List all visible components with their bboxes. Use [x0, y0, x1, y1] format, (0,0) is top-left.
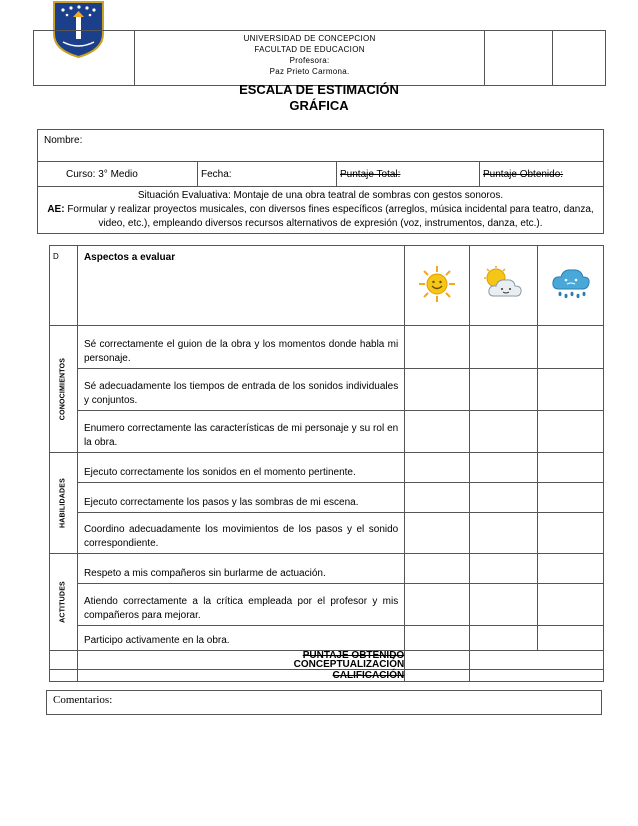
aspect-row: Atiendo correctamente a la crítica empleada por el profesor y mis compañeros para mejorar. — [77, 584, 404, 626]
aspect-row: Ejecuto correctamente los sonidos en el momento pertinente. — [77, 453, 404, 483]
partly-cloudy-icon — [482, 266, 526, 302]
teacher-name: Paz Prieto Carmona. — [269, 67, 350, 76]
faculty-name: FACULTAD DE EDUCACION — [254, 45, 365, 54]
situation-cell — [38, 187, 604, 234]
date-field[interactable]: Fecha: — [198, 162, 337, 187]
university-name: UNIVERSIDAD DE CONCEPCION — [243, 34, 376, 43]
group-label-knowledge: CONOCIMIENTOS — [50, 326, 78, 453]
score-cell[interactable] — [470, 326, 538, 369]
course-field: Curso: 3° Medio — [38, 162, 198, 187]
partly-cloudy-header — [470, 246, 538, 326]
score-cell[interactable] — [405, 554, 470, 584]
score-cell[interactable] — [405, 326, 470, 369]
comments-label: Comentarios: — [53, 694, 113, 706]
aspects-header: Aspectos a evaluar — [77, 246, 404, 326]
score-cell[interactable] — [405, 483, 470, 513]
page-title: ESCALA DE ESTIMACIÓN GRÁFICA — [239, 82, 399, 113]
score-cell[interactable] — [405, 626, 470, 651]
name-field[interactable]: Nombre: — [38, 130, 604, 162]
points-obtained-value[interactable] — [405, 651, 470, 670]
rain-cloud-icon — [549, 265, 593, 303]
aspect-row: Coordino adecuadamente los movimientos de los pasos y el sonido correspondiente. — [77, 513, 404, 554]
score-cell[interactable] — [470, 411, 538, 453]
header-cell-center — [135, 31, 485, 86]
group-label-attitudes: ACTITUDES — [50, 554, 78, 651]
score-cell[interactable] — [470, 584, 538, 626]
grade-value[interactable] — [405, 670, 470, 682]
aspect-row: Participo activamente en la obra. — [77, 626, 404, 651]
obtained-score-field[interactable]: Puntaje Obtenido: — [480, 162, 604, 187]
score-cell[interactable] — [405, 584, 470, 626]
footer-spacer — [50, 651, 78, 670]
sun-header — [405, 246, 470, 326]
points-obtained-label: PUNTAJE OBTENIDO CONCEPTUALIZACIÓN — [77, 651, 404, 670]
score-cell[interactable] — [470, 513, 538, 554]
score-cell[interactable] — [470, 626, 538, 651]
aspect-row: Ejecuto correctamente los pasos y las sombras de mi escena. — [77, 483, 404, 513]
header-cell-right-1 — [485, 31, 552, 86]
aspect-row: Enumero correctamente las características de mi personaje y su rol en la obra. — [77, 411, 404, 453]
d-header: D — [50, 246, 78, 326]
comments-box[interactable] — [46, 690, 602, 715]
teacher-label: Profesora: — [289, 56, 330, 65]
score-cell[interactable] — [405, 513, 470, 554]
grade-label: CALIFICACIÓN — [77, 670, 404, 682]
score-cell[interactable] — [470, 483, 538, 513]
score-cell[interactable] — [470, 554, 538, 584]
aspect-row: Sé adecuadamente los tiempos de entrada de los sonidos individuales y conjuntos. — [77, 369, 404, 411]
group-label-skills: HABILIDADES — [50, 453, 78, 554]
score-cell[interactable] — [538, 626, 604, 651]
rain-cloud-header — [538, 246, 604, 326]
score-cell[interactable] — [405, 369, 470, 411]
score-cell[interactable] — [538, 554, 604, 584]
score-cell[interactable] — [538, 411, 604, 453]
evaluative-situation: Situación Evaluativa: Montaje de una obra teatral de sombras con gestos sonoros. — [137, 190, 504, 201]
footer-empty — [470, 670, 604, 682]
score-cell[interactable] — [538, 453, 604, 483]
score-cell[interactable] — [470, 369, 538, 411]
score-cell[interactable] — [538, 584, 604, 626]
aspect-row: Respeto a mis compañeros sin burlarme de actuación. — [77, 554, 404, 584]
student-info-table — [37, 129, 604, 234]
score-cell[interactable] — [538, 369, 604, 411]
header-cell-right-2 — [552, 31, 606, 86]
footer-spacer — [50, 670, 78, 682]
aspect-row: Sé correctamente el guion de la obra y los momentos donde habla mi personaje. — [77, 326, 404, 369]
score-cell[interactable] — [405, 411, 470, 453]
header-cell-left — [34, 31, 135, 86]
total-score-field[interactable]: Puntaje Total: — [337, 162, 480, 187]
score-cell[interactable] — [538, 513, 604, 554]
score-cell[interactable] — [538, 326, 604, 369]
footer-empty — [470, 651, 604, 670]
evaluation-table — [49, 245, 604, 682]
score-cell[interactable] — [470, 453, 538, 483]
learning-objective: AE: Formular y realizar proyectos musicales, con diversos fines específicos (arreglos, música incidental para teatro, danza, video, etc.), empleando diversos recursos alternativos de expresión (voz, instrumentos, danza, etc.). — [47, 204, 594, 229]
sun-icon — [418, 265, 456, 303]
header-table — [33, 30, 606, 86]
score-cell[interactable] — [538, 483, 604, 513]
score-cell[interactable] — [405, 453, 470, 483]
